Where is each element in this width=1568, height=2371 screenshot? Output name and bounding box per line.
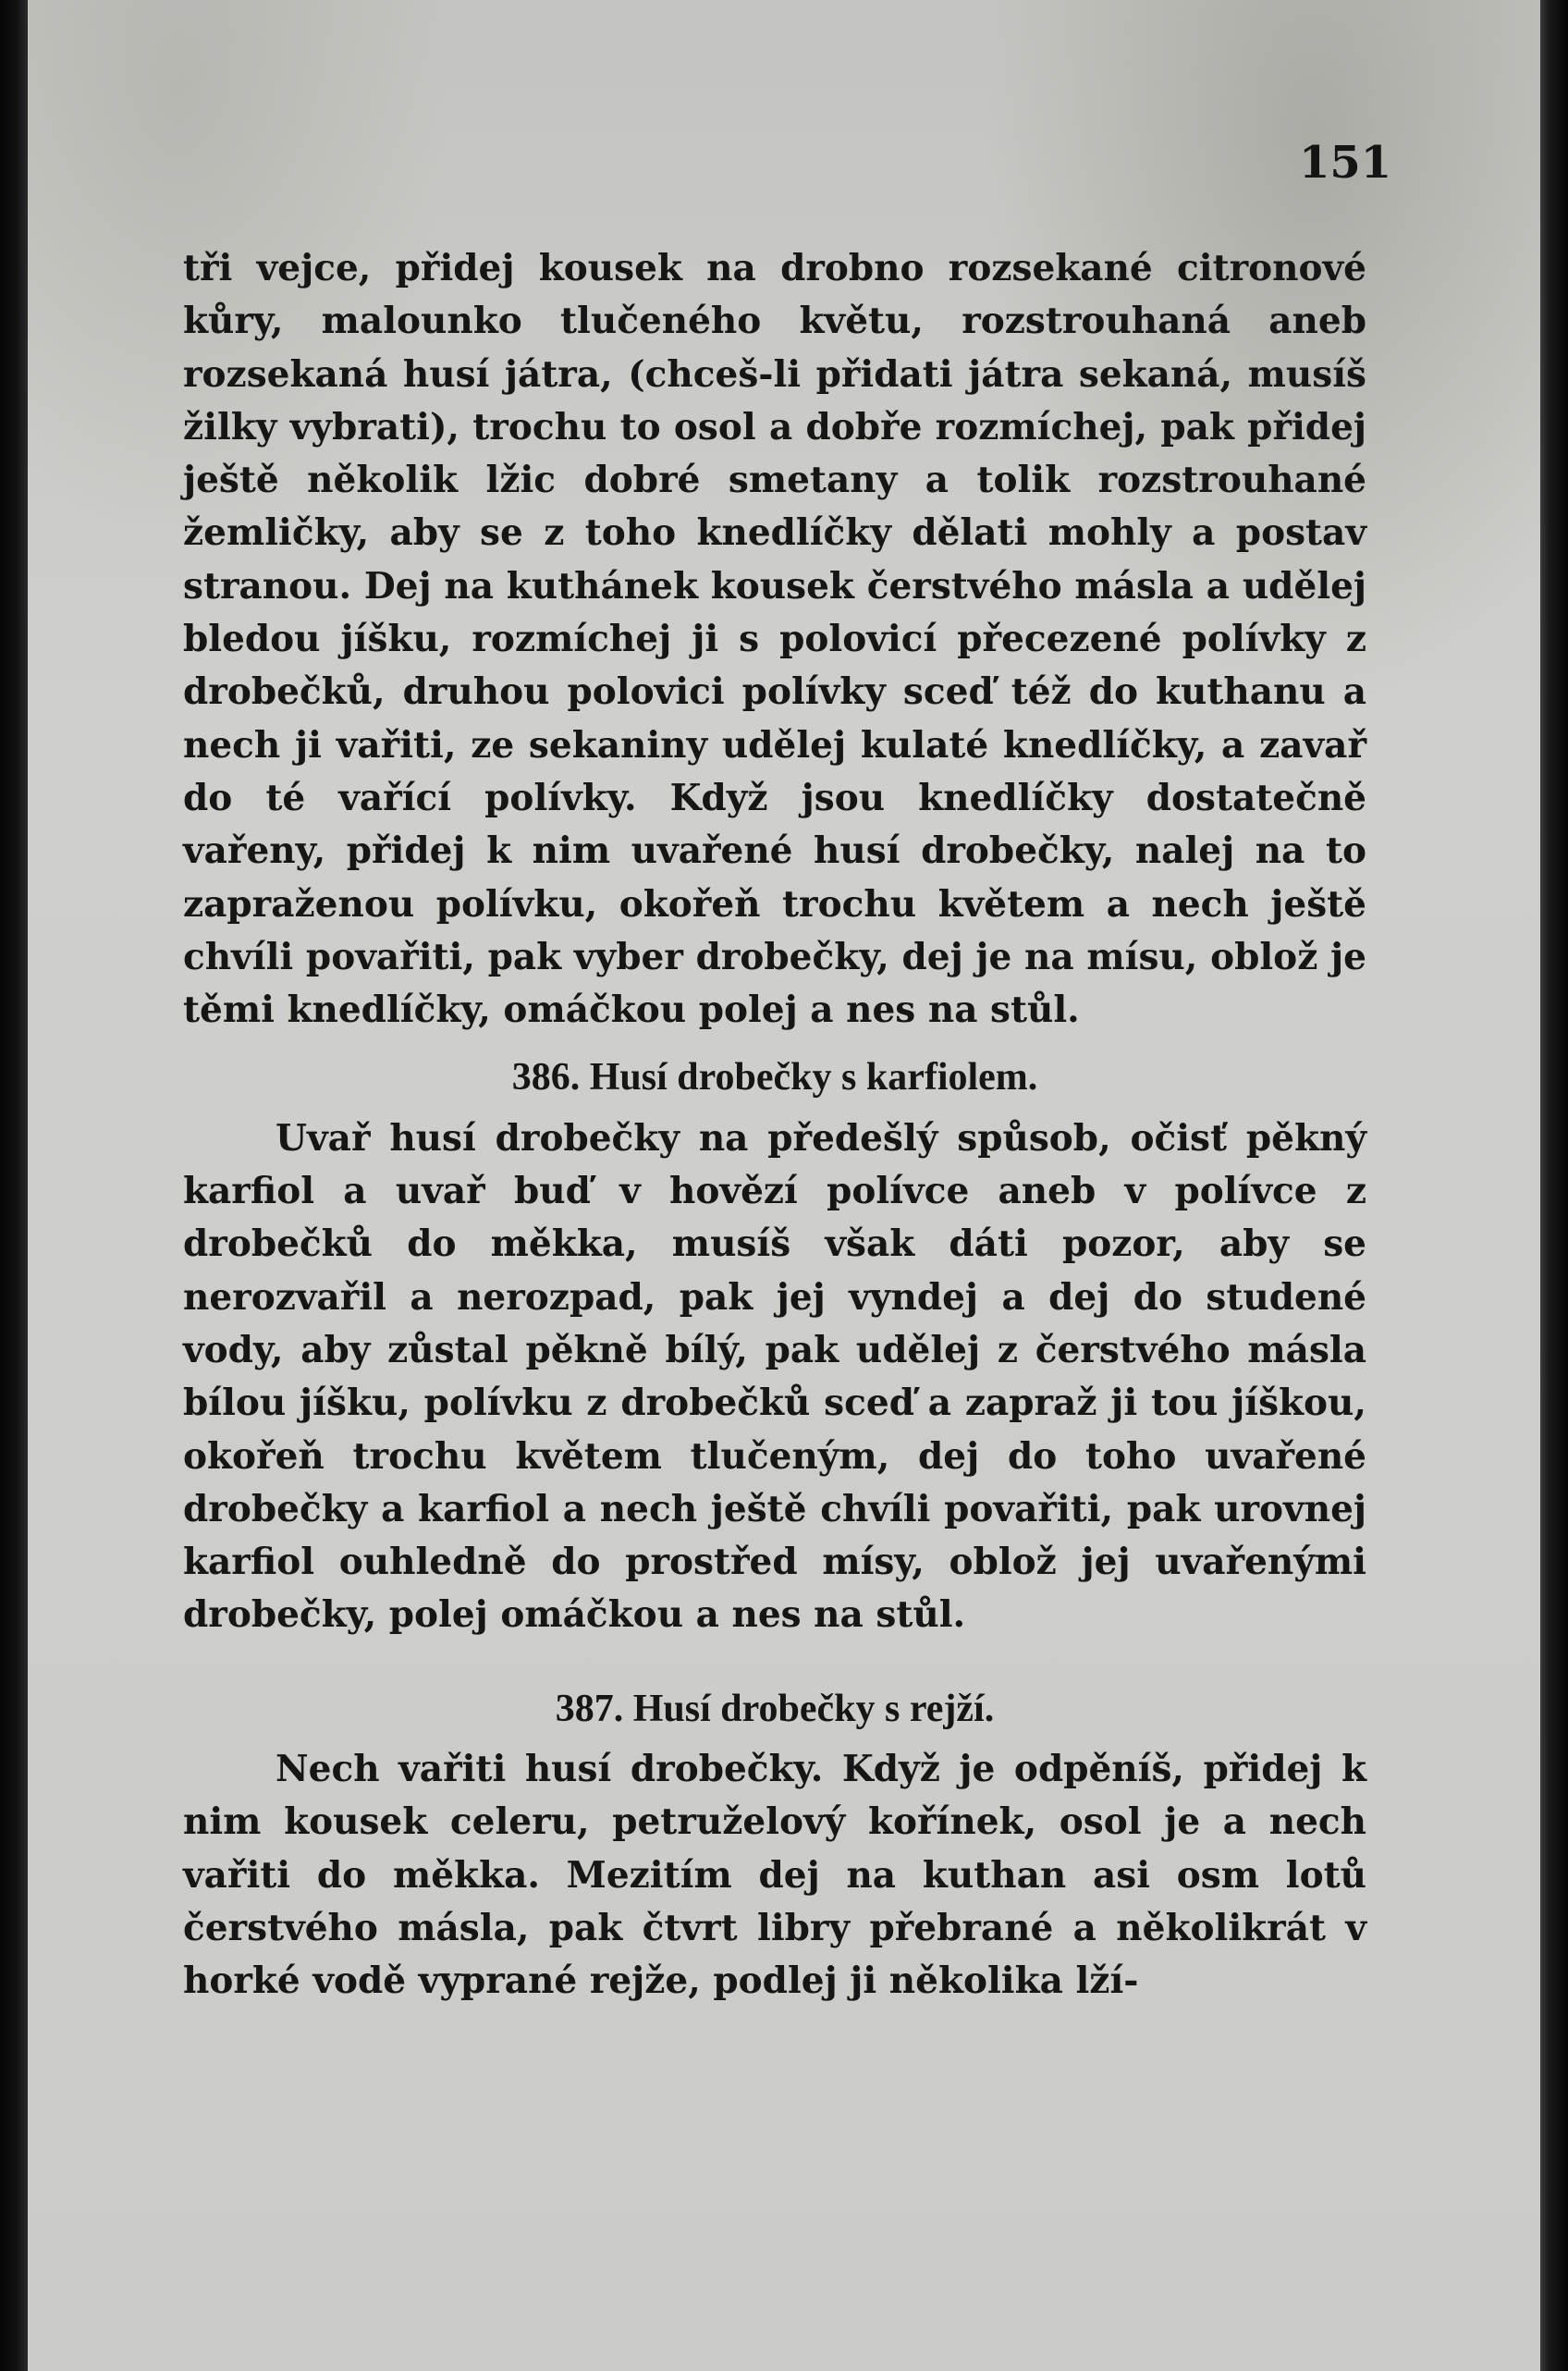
recipe-387-text: Nech vařiti husí drobečky. Když je odpěníš, přidej k nim kousek celeru, petruželový kořínek, osol je a nech vařiti do měkka. Mezitím dej na kuthan asi osm lotů čerstvého másla, pak čtvrt libry přebrané a několikrát v horké vodě vyprané rejže, podlej ji několika lží- bbox=[183, 1748, 1366, 2003]
page-text bbox=[183, 242, 1366, 2009]
recipe-386-heading: 386. Husí drobečky s karfiolem. bbox=[511, 1056, 1038, 1100]
scan-edge-right bbox=[1540, 0, 1568, 2371]
book-page bbox=[28, 0, 1540, 2371]
paragraph-continuation: tři vejce, přidej kousek na drobno rozsekané citronové kůry, malounko tlučeného květu, rozstrouhaná aneb rozsekaná husí játra, (chceš-li přidati játra sekaná, musíš žilky vybrati), trochu to osol a dobře rozmíchej, pak přidej ještě několik lžic dobré smetany a tolik rozstrouhané žemličky, aby se z toho knedlíčky dělati mohly a postav stranou. Dej na kuthánek kousek čerstvého másla a udělej bledou jíšku, rozmíchej ji s polovicí přecezené polívky z drobečků, druhou polovici polívky sceď též do kuthanu a nech ji vařiti, ze sekaniny udělej kulaté knedlíčky, a zavař do té vařící polívky. Když jsou knedlíčky dostatečně vařeny, přidej k nim uvařené husí drobečky, nalej na to zapraženou polívku, okořeň trochu květem a nech ještě chvíli povařiti, pak vyber drobečky, dej je na mísu, oblož je těmi knedlíčky, omáčkou polej a nes na stůl. bbox=[183, 247, 1366, 1032]
page-number: 151 bbox=[1299, 137, 1392, 189]
scan-edge-left bbox=[0, 0, 28, 2371]
recipe-386-text: Uvař husí drobečky na předešlý spůsob, očisť pěkný karfiol a uvař buď v hovězí polívce aneb v polívce z drobečků do měkka, musíš však dáti pozor, aby se nerozvařil a nerozpad, pak jej vyndej a dej do studené vody, aby zůstal pěkně bílý, pak udělej z čerstvého másla bílou jíšku, polívku z drobečků sceď a zapraž ji tou jíškou, okořeň trochu květem tlučeným, dej do toho uvařené drobečky a karfiol a nech ještě chvíli povařiti, pak urovnej karfiol ouhledně do prostřed mísy, oblož jej uvařenými drobečky, polej omáčkou a nes na stůl. bbox=[183, 1116, 1366, 1637]
recipe-387-heading: 387. Husí drobečky s rejží. bbox=[555, 1687, 995, 1730]
